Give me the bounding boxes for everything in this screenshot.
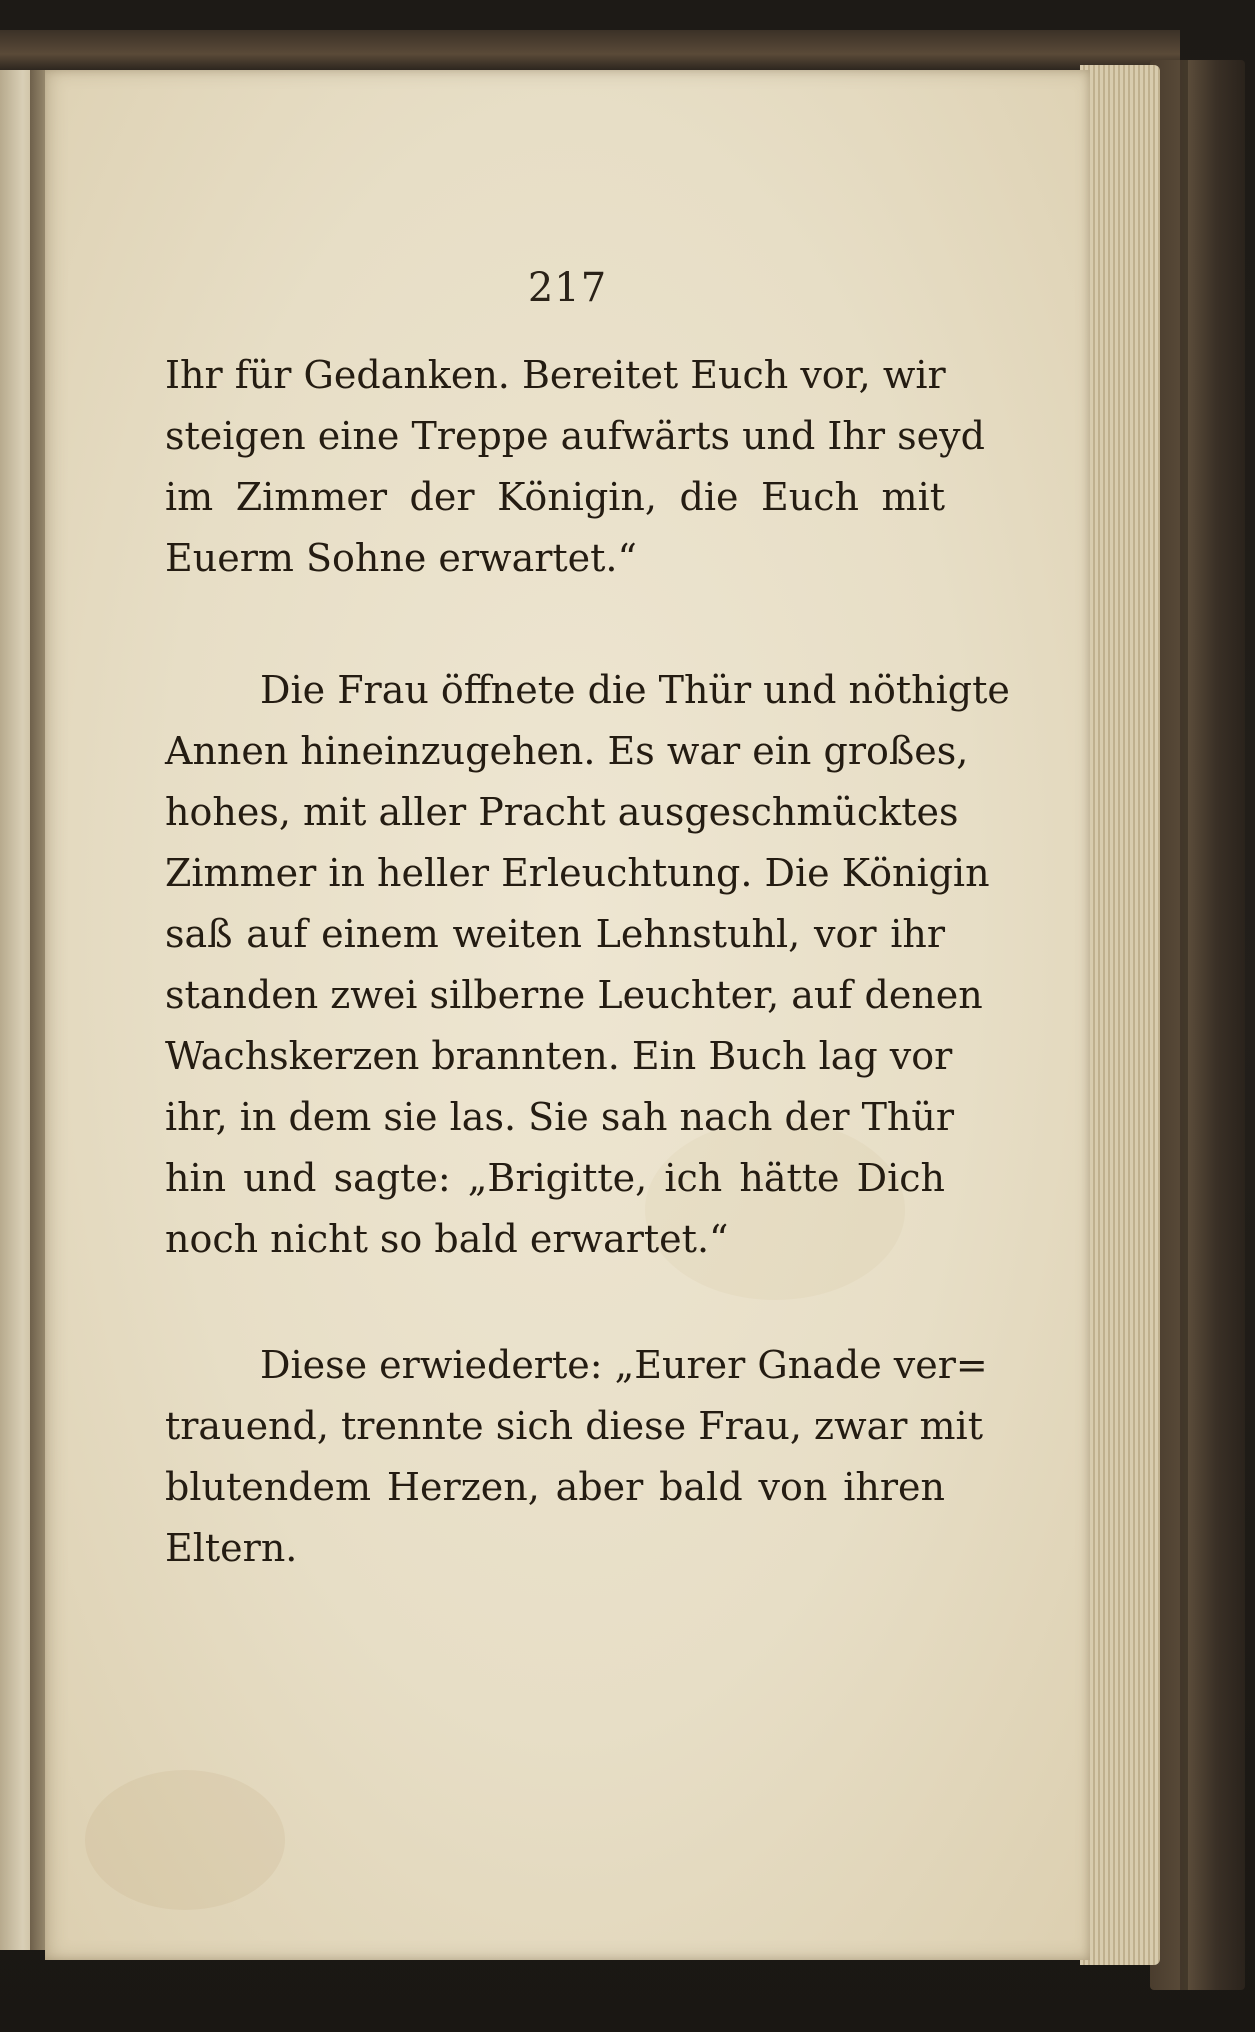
paragraph-1 — [165, 345, 985, 589]
book-cover-top — [0, 30, 1180, 70]
text-line: Zimmer in heller Erleuchtung. Die Königin — [165, 851, 990, 895]
book-page — [45, 70, 1090, 1960]
text-line: steigen eine Treppe aufwärts und Ihr seyd — [165, 414, 985, 458]
paragraph-3 — [165, 1335, 988, 1579]
text-line: trauend, trennte sich diese Frau, zwar mit — [165, 1404, 983, 1448]
text-line: Diese erwiederte: „Eurer Gnade ver= — [260, 1343, 988, 1387]
book-cover-edge — [1150, 60, 1245, 1990]
paper-stain — [85, 1770, 285, 1910]
text-line: ihr, in dem sie las. Sie sah nach der Thür — [165, 1095, 955, 1139]
text-line: hin und sagte: „Brigitte, ich hätte Dich — [165, 1156, 945, 1200]
paragraph-2 — [165, 660, 1010, 1270]
text-line: Die Frau öffnete die Thür und nöthigte — [260, 668, 1010, 712]
text-line: Wachskerzen brannten. Ein Buch lag vor — [165, 1034, 953, 1078]
text-line: Annen hineinzugehen. Es war ein großes, — [165, 729, 969, 773]
text-line: hohes, mit aller Pracht ausgeschmücktes — [165, 790, 959, 834]
text-line: Eltern. — [165, 1526, 298, 1570]
text-line: blutendem Herzen, aber bald von ihren — [165, 1465, 945, 1509]
text-line: standen zwei silberne Leuchter, auf denen — [165, 973, 983, 1017]
text-line: saß auf einem weiten Lehnstuhl, vor ihr — [165, 912, 945, 956]
text-line: im Zimmer der Königin, die Euch mit — [165, 475, 945, 519]
text-line: Euerm Sohne erwartet.“ — [165, 536, 637, 580]
page-stack-edges — [1080, 65, 1160, 1965]
text-line: Ihr für Gedanken. Bereitet Euch vor, wir — [165, 353, 946, 397]
page-number: 217 — [527, 265, 608, 311]
text-line: noch nicht so bald erwartet.“ — [165, 1217, 729, 1261]
